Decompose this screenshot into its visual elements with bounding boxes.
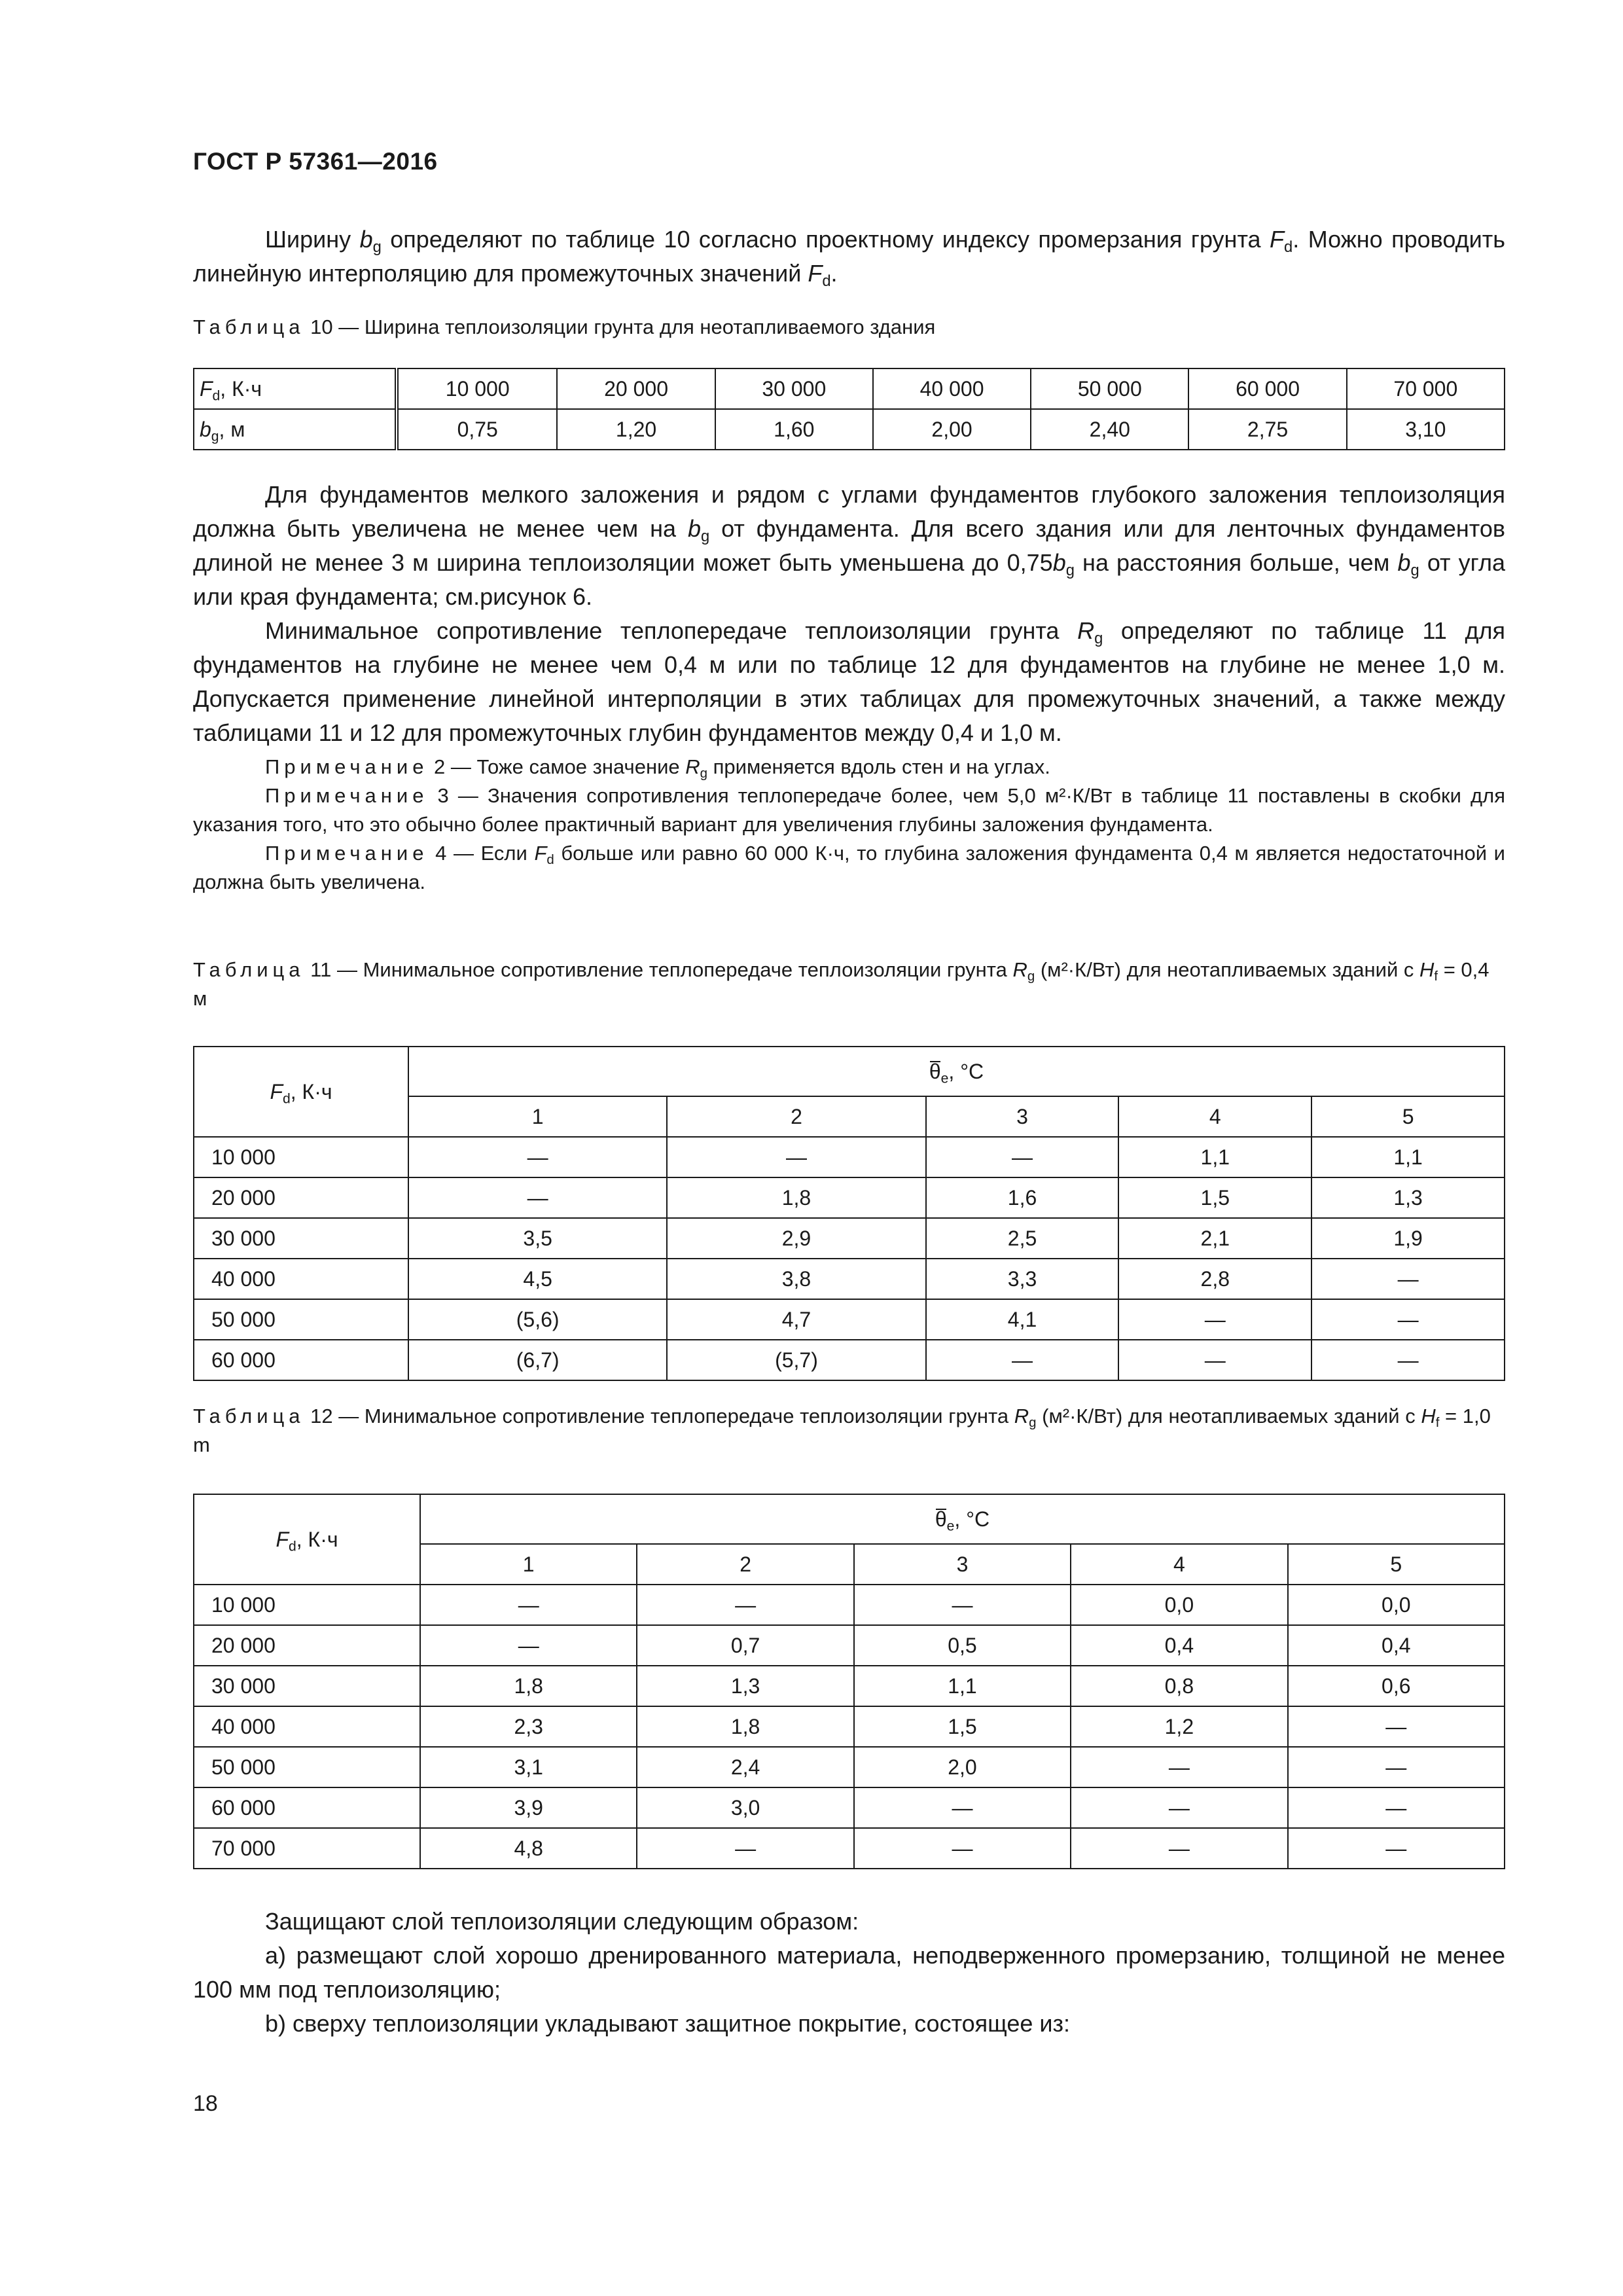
table-row [194, 1218, 1505, 1259]
table-row [194, 1666, 1505, 1706]
table11-cell-value: 1,8 [667, 1177, 925, 1218]
standard-title: ГОСТ Р 57361—2016 [193, 148, 438, 175]
table11-cell-value: — [667, 1137, 925, 1177]
table11-cell-value: (5,6) [408, 1299, 667, 1340]
table12-theta-col: 2 [637, 1544, 853, 1585]
table12-cell-value: — [637, 1585, 853, 1625]
table12-cell-fd: 50 000 [194, 1747, 420, 1787]
table12 [193, 1494, 1505, 1869]
table10-cell-fd: 20 000 [557, 368, 715, 409]
table11-cell-value: 3,3 [926, 1259, 1119, 1299]
note-2: Примечание 2 — Тоже самое значение $R_g$ применяется вдоль стен и на углах. [265, 755, 1050, 781]
table12-cell-value: 3,9 [420, 1787, 637, 1828]
table12-cell-value: 2,3 [420, 1706, 637, 1747]
table11-cell-fd: 50 000 [194, 1299, 408, 1340]
table12-theta-col: 5 [1288, 1544, 1505, 1585]
table11-cell-fd: 60 000 [194, 1340, 408, 1380]
table12-cell-value: 2,4 [637, 1747, 853, 1787]
table12-cell-value: — [1071, 1787, 1287, 1828]
table10-cell-fd: 60 000 [1188, 368, 1346, 409]
table12-cell-value: — [1288, 1747, 1505, 1787]
table12-cell-value: — [1288, 1706, 1505, 1747]
table11-cell-value: — [1311, 1340, 1505, 1380]
closing-line-1: Защищают слой теплоизоляции следующим образом: [265, 1908, 859, 1935]
intro-paragraph: Ширину $b_g$ определяют по таблице 10 согласно проектному индексу промерзания грунта $F_d$. Можно проводить линейную интерполяцию для промежуточных значений $F_d$. [193, 226, 1505, 291]
table11-cell-fd: 20 000 [194, 1177, 408, 1218]
table11-cell-value: 1,1 [1311, 1137, 1505, 1177]
table-row [194, 1787, 1505, 1828]
table12-cell-value: — [420, 1625, 637, 1666]
notes-block [193, 753, 1505, 897]
table12-caption: Таблица 12 — Минимальное сопротивление теплопередаче теплоизоляции грунта $R_g$ (м²·К/Вт) для неотапливаемых зданий с $H_f = 1,0$ m [193, 1405, 1491, 1456]
table12-cell-value: 1,3 [637, 1666, 853, 1706]
table10-cell-fd: 70 000 [1347, 368, 1505, 409]
table12-cell-fd: 20 000 [194, 1625, 420, 1666]
table12-col-theta: $\theta_e$, °С [420, 1494, 1505, 1544]
table-row [194, 1137, 1505, 1177]
table12-col-fd: $F_d$, К·ч [194, 1494, 420, 1585]
table12-cell-value: — [1288, 1787, 1505, 1828]
table12-cell-fd: 40 000 [194, 1706, 420, 1747]
closing-line-3: b) сверху теплоизоляции укладывают защитное покрытие, состоящее из: [265, 2010, 1071, 2037]
table11-cell-value: 4,5 [408, 1259, 667, 1299]
table10-caption: Таблица 10 — Ширина теплоизоляции грунта для неотапливаемого здания [193, 315, 936, 338]
table12-cell-value: 0,8 [1071, 1666, 1287, 1706]
table-row [194, 1706, 1505, 1747]
table12-cell-value: 4,8 [420, 1828, 637, 1869]
table11-cell-fd: 10 000 [194, 1137, 408, 1177]
table12-cell-value: 0,6 [1288, 1666, 1505, 1706]
table11-cell-value: 3,5 [408, 1218, 667, 1259]
table-row [194, 1177, 1505, 1218]
table12-cell-value: 0,4 [1071, 1625, 1287, 1666]
table12-cell-value: — [420, 1585, 637, 1625]
table10-cell-bg: 1,60 [715, 409, 873, 450]
table11-cell-value: (6,7) [408, 1340, 667, 1380]
table11-cell-value: — [1118, 1340, 1311, 1380]
closing-paragraphs [193, 1905, 1505, 2041]
table12-cell-value: 1,2 [1071, 1706, 1287, 1747]
table11-cell-value: — [926, 1137, 1119, 1177]
table12-cell-value: — [1071, 1828, 1287, 1869]
table10-cell-fd: 30 000 [715, 368, 873, 409]
table12-theta-col: 1 [420, 1544, 637, 1585]
table11-theta-col: 2 [667, 1096, 925, 1137]
table12-cell-value: — [854, 1828, 1071, 1869]
table11-cell-value: 1,1 [1118, 1137, 1311, 1177]
body-paragraphs [193, 478, 1505, 750]
table11-theta-col: 1 [408, 1096, 667, 1137]
table12-cell-value: — [637, 1828, 853, 1869]
table12-cell-value: 0,0 [1288, 1585, 1505, 1625]
table12-cell-value: 0,5 [854, 1625, 1071, 1666]
table11-col-theta: $\theta_e$, °С [408, 1047, 1505, 1096]
table11-cell-value: — [1311, 1259, 1505, 1299]
table12-theta-col: 3 [854, 1544, 1071, 1585]
table12-cell-fd: 70 000 [194, 1828, 420, 1869]
table-row [194, 1747, 1505, 1787]
table-row [194, 1828, 1505, 1869]
table10-label-bg: $b_g$, м [194, 409, 397, 450]
table10 [193, 368, 1505, 450]
table12-cell-value: 2,0 [854, 1747, 1071, 1787]
table10-row-fd [194, 368, 1505, 409]
table11-cell-value: 1,3 [1311, 1177, 1505, 1218]
table11-col-fd: $F_d$, К·ч [194, 1047, 408, 1137]
table12-cell-value: 1,1 [854, 1666, 1071, 1706]
table11-theta-col: 5 [1311, 1096, 1505, 1137]
table12-header-row [194, 1494, 1505, 1544]
note-3: Примечание 3 — Значения сопротивления теплопередаче более, чем 5,0 м²·К/Вт в таблице 11 поставлены в скобки для указания того, что это обычно более практичный вариант для увеличения глубины заложения фундамента. [193, 784, 1505, 836]
table10-cell-bg: 1,20 [557, 409, 715, 450]
table11-cell-value: 4,7 [667, 1299, 925, 1340]
closing-line-2: а) размещают слой хорошо дренированного материала, неподверженного промерзанию, толщиной не менее 100 мм под теплоизоляцию; [193, 1942, 1505, 2003]
table12-cell-value: — [1071, 1747, 1287, 1787]
table12-cell-value: 1,8 [420, 1666, 637, 1706]
page-number: 18 [193, 2091, 218, 2116]
table12-cell-fd: 10 000 [194, 1585, 420, 1625]
table-row [194, 1585, 1505, 1625]
table-row [194, 1259, 1505, 1299]
table12-cell-value: 3,1 [420, 1747, 637, 1787]
table10-cell-bg: 2,00 [873, 409, 1031, 450]
table10-cell-bg: 3,10 [1347, 409, 1505, 450]
table12-cell-value: 1,5 [854, 1706, 1071, 1747]
table12-theta-col: 4 [1071, 1544, 1287, 1585]
note-4: Примечание 4 — Если $F_d$ больше или равно 60 000 К·ч, то глубина заложения фундамента 0,4 м является недостаточной и должна быть увеличена. [193, 842, 1505, 893]
table11-cell-value: 2,5 [926, 1218, 1119, 1259]
table11-cell-value: — [1311, 1299, 1505, 1340]
table11 [193, 1046, 1505, 1381]
table10-cell-fd: 10 000 [397, 368, 557, 409]
table11-header-row [194, 1047, 1505, 1096]
table11-cell-value: — [408, 1137, 667, 1177]
table12-cell-value: 0,4 [1288, 1625, 1505, 1666]
table12-cell-value: 1,8 [637, 1706, 853, 1747]
table10-cell-fd: 40 000 [873, 368, 1031, 409]
table11-theta-col: 4 [1118, 1096, 1311, 1137]
table10-cell-bg: 2,40 [1031, 409, 1188, 450]
table10-cell-bg: 2,75 [1188, 409, 1346, 450]
table12-cell-value: — [854, 1585, 1071, 1625]
table11-cell-value: — [926, 1340, 1119, 1380]
table11-caption: Таблица 11 — Минимальное сопротивление теплопередаче теплоизоляции грунта $R_g$ (м²·К/Вт) для неотапливаемых зданий с $H_f = 0,4$ м [193, 958, 1489, 1010]
table12-cell-fd: 60 000 [194, 1787, 420, 1828]
table10-cell-fd: 50 000 [1031, 368, 1188, 409]
document-header [193, 148, 438, 175]
table11-cell-value: 1,6 [926, 1177, 1119, 1218]
table-row [194, 1625, 1505, 1666]
table11-cell-value: 1,9 [1311, 1218, 1505, 1259]
table12-cell-value: 0,7 [637, 1625, 853, 1666]
table10-label-fd: $F_d$, К·ч [194, 368, 397, 409]
table12-cell-value: 3,0 [637, 1787, 853, 1828]
table12-cell-value: — [854, 1787, 1071, 1828]
table11-theta-col: 3 [926, 1096, 1119, 1137]
table11-cell-value: 1,5 [1118, 1177, 1311, 1218]
table-row [194, 1340, 1505, 1380]
table12-cell-fd: 30 000 [194, 1666, 420, 1706]
table11-cell-value: — [408, 1177, 667, 1218]
table-row [194, 1299, 1505, 1340]
table11-cell-value: 4,1 [926, 1299, 1119, 1340]
table11-cell-fd: 30 000 [194, 1218, 408, 1259]
table10-row-bg [194, 409, 1505, 450]
paragraph-min-resistance: Минимальное сопротивление теплопередаче теплоизоляции грунта $R_g$ определяют по таблице 11 для фундаментов на глубине не менее чем 0,4 м или по таблице 12 для фундаментов на глубине не менее 1,0 м. Допускается применение линейной интерполяции в этих таблицах для промежуточных значений, а также между таблицами 11 и 12 для промежуточных глубин фундаментов между 0,4 и 1,0 м. [193, 617, 1505, 746]
paragraph-shallow-foundations: Для фундаментов мелкого заложения и рядом с углами фундаментов глубокого заложения теплоизоляция должна быть увеличена не менее чем на $b_g$ от фундамента. Для всего здания или для ленточных фундаментов длиной не менее 3 м ширина теплоизоляции может быть уменьшена до $0,75b_g$ на расстояния больше, чем $b_g$ от угла или края фундамента; см.рисунок 6. [193, 481, 1505, 610]
table11-cell-value: 3,8 [667, 1259, 925, 1299]
table11-cell-fd: 40 000 [194, 1259, 408, 1299]
table11-cell-value: 2,8 [1118, 1259, 1311, 1299]
table11-cell-value: (5,7) [667, 1340, 925, 1380]
table11-cell-value: — [1118, 1299, 1311, 1340]
table11-cell-value: 2,1 [1118, 1218, 1311, 1259]
table12-cell-value: 0,0 [1071, 1585, 1287, 1625]
table12-cell-value: — [1288, 1828, 1505, 1869]
table11-cell-value: 2,9 [667, 1218, 925, 1259]
table10-cell-bg: 0,75 [397, 409, 557, 450]
